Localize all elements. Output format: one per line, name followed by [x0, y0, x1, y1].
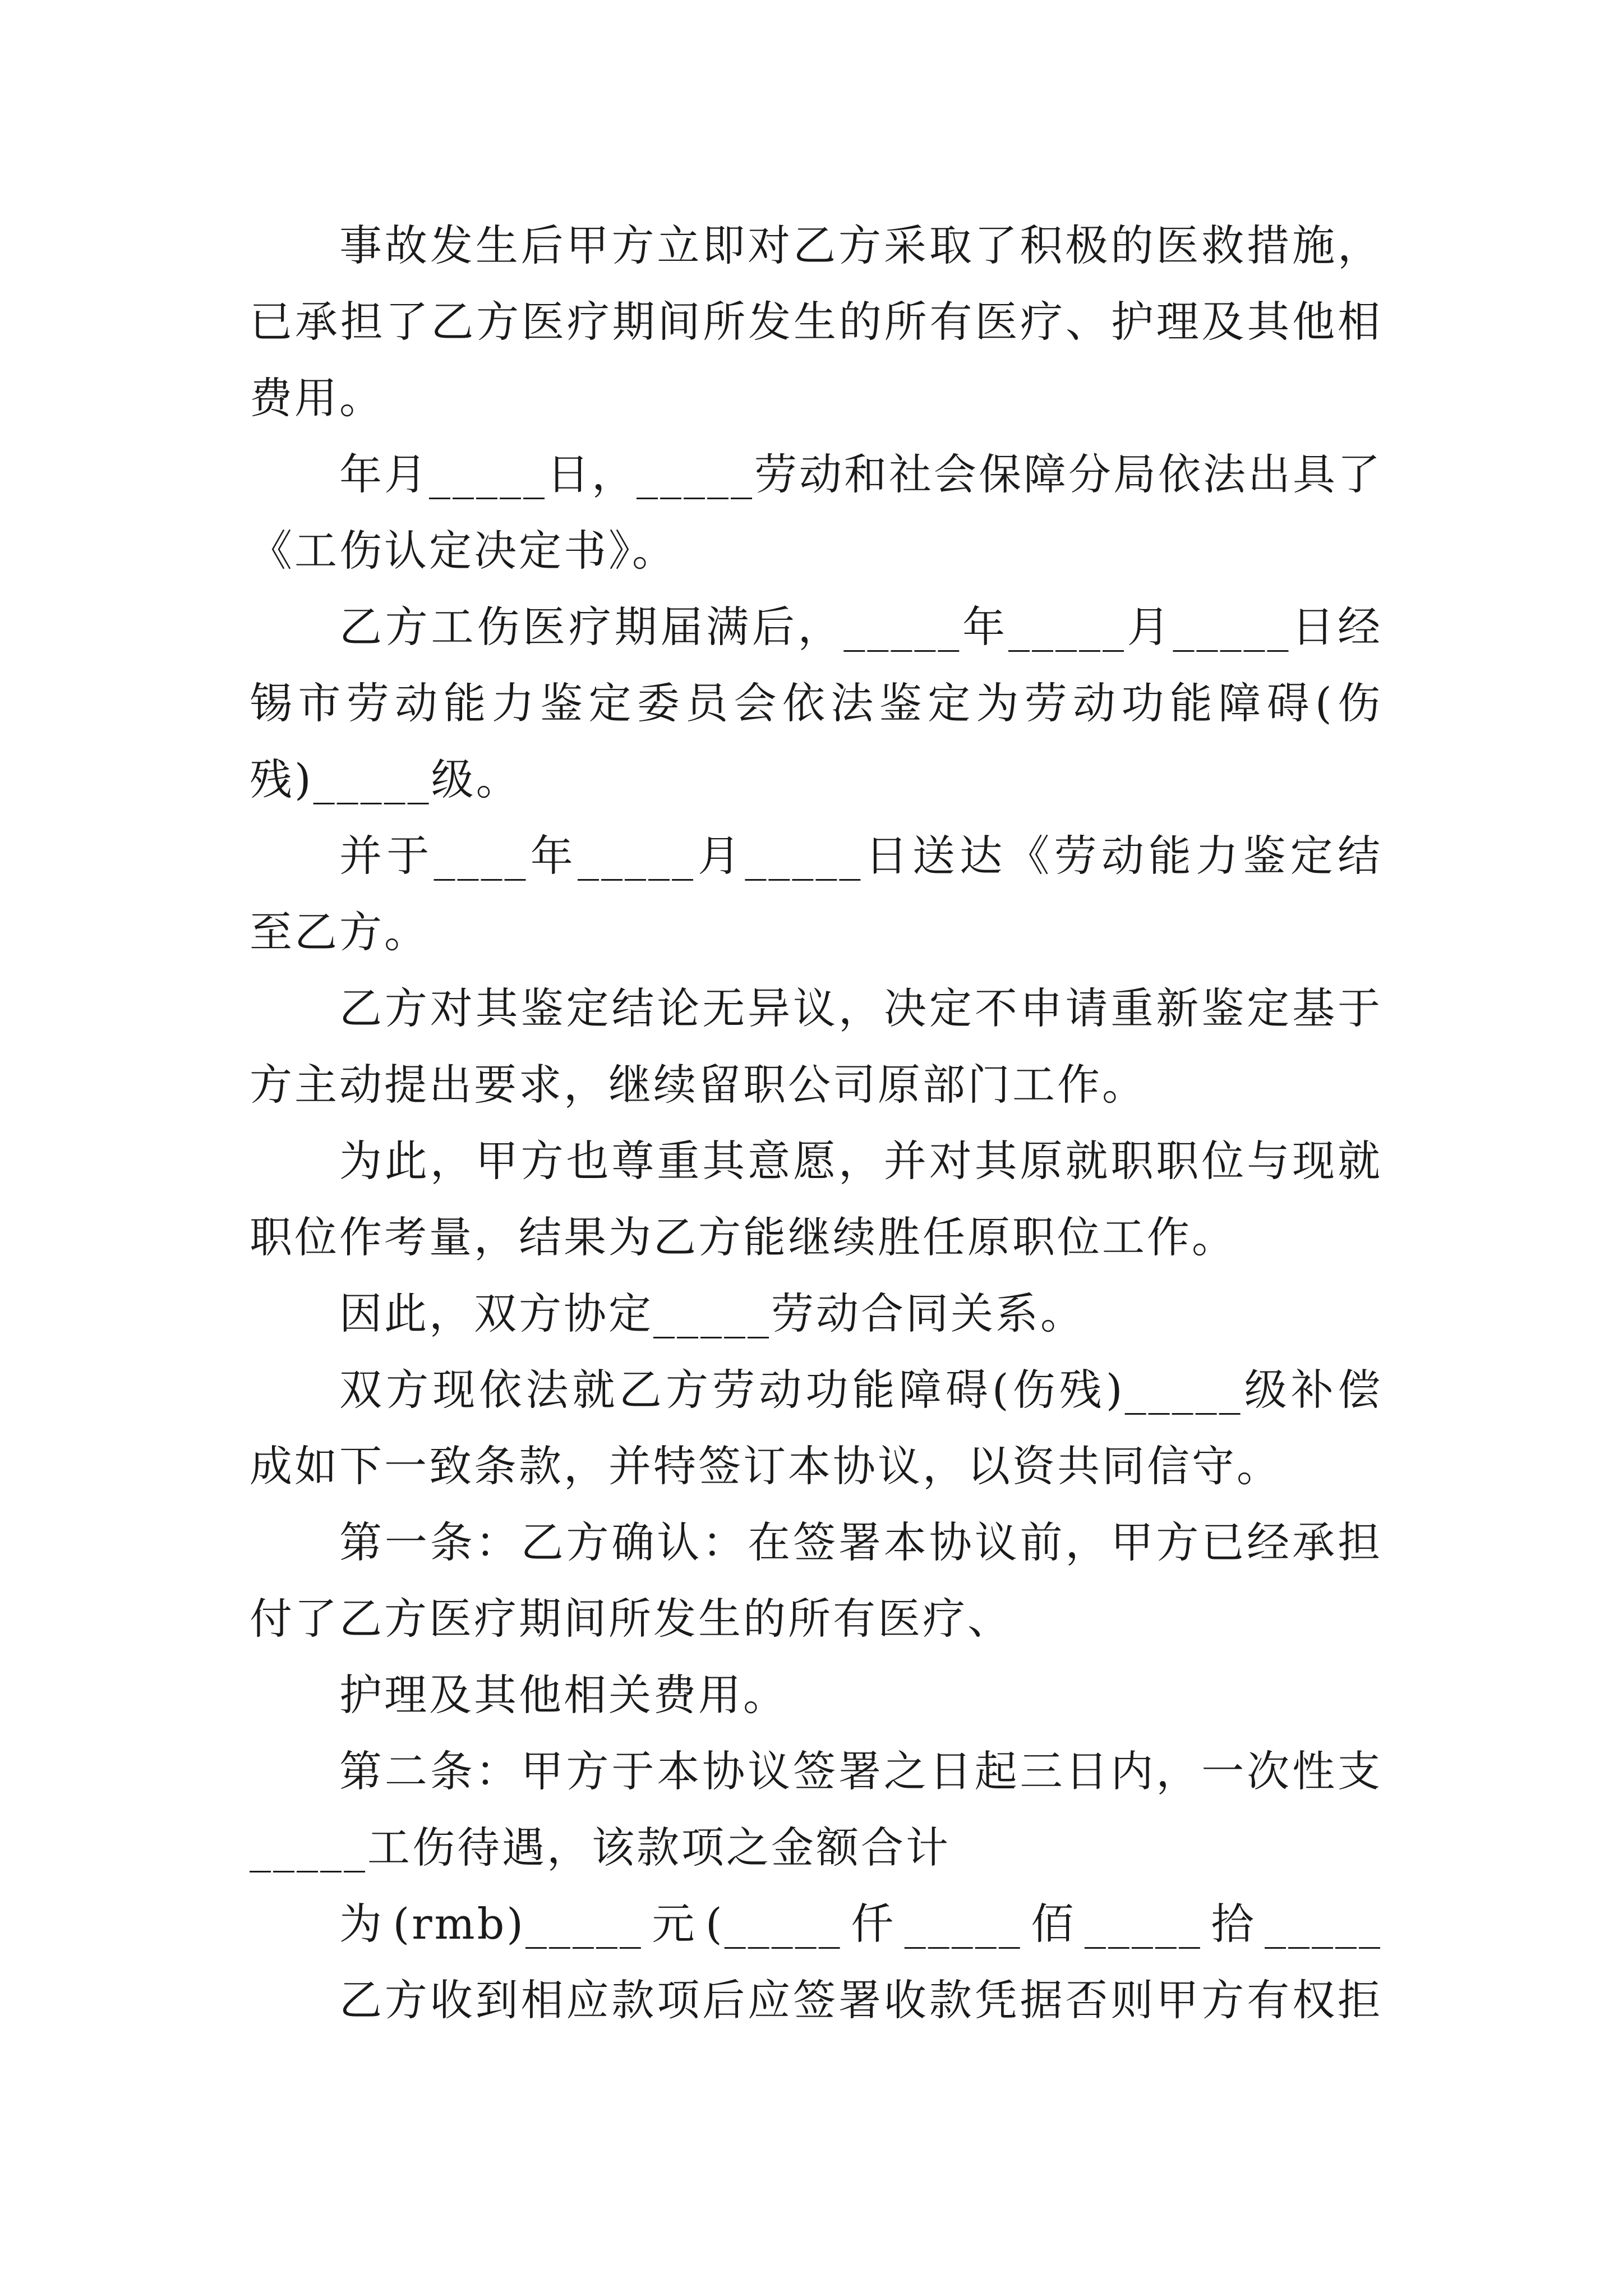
paragraph-line: 事故发生后甲方立即对乙方采取了积极的医救措施，	[339, 220, 1382, 270]
paragraph-line: 职位作考量，结果为乙方能继续胜任原职位工作。	[250, 1212, 1237, 1262]
paragraph-line: 乙方工伤医疗期届满后，_____年_____月_____日经	[339, 602, 1382, 652]
paragraph-line: 乙方收到相应款项后应签署收款凭据否则甲方有权拒	[339, 1975, 1382, 2025]
paragraph-line: 方主动提出要求，继续留职公司原部门工作。	[250, 1060, 1147, 1110]
paragraph-line: 为(rmb)_____元(_____仟_____佰_____拾_____	[339, 1899, 1382, 1949]
paragraph-line: 至乙方。	[250, 907, 429, 957]
paragraph-line: 护理及其他相关费用。	[339, 1670, 788, 1720]
paragraph-line: 因此，双方协定_____劳动合同关系。	[339, 1289, 1085, 1338]
paragraph-line: 残)_____级。	[250, 754, 521, 804]
paragraph-line: 付了乙方医疗期间所发生的所有医疗、	[250, 1594, 1012, 1644]
paragraph-line: 费用。	[250, 373, 384, 423]
paragraph-line: 为此，甲方也尊重其意愿，并对其原就职职位与现就	[339, 1136, 1382, 1186]
paragraph-line: 并于____年_____月_____日送达《劳动能力鉴定结	[339, 831, 1382, 881]
paragraph-line: 乙方对其鉴定结论无异议，决定不申请重新鉴定基于	[339, 983, 1382, 1033]
paragraph-line: _____工伤待遇，该款项之金额合计	[250, 1823, 951, 1872]
paragraph-line: 年月_____日，_____劳动和社会保障分局依法出具了	[339, 449, 1382, 499]
document-body	[250, 208, 1382, 2039]
paragraph-line: 《工伤认定决定书》。	[250, 526, 677, 576]
paragraph-line: 第一条：乙方确认：在签署本协议前，甲方已经承担	[339, 1517, 1382, 1567]
paragraph-line: 双方现依法就乙方劳动功能障碍(伤残)_____级补偿	[339, 1365, 1382, 1415]
paragraph-line: 第二条：甲方于本协议签署之日起三日内，一次性支	[339, 1746, 1382, 1796]
paragraph-line: 锡市劳动能力鉴定委员会依法鉴定为劳动功能障碍(伤	[250, 678, 1382, 728]
paragraph-line: 成如下一致条款，并特签订本协议，以资共同信守。	[250, 1441, 1281, 1491]
paragraph-line: 已承担了乙方医疗期间所发生的所有医疗、护理及其他相	[250, 297, 1382, 347]
